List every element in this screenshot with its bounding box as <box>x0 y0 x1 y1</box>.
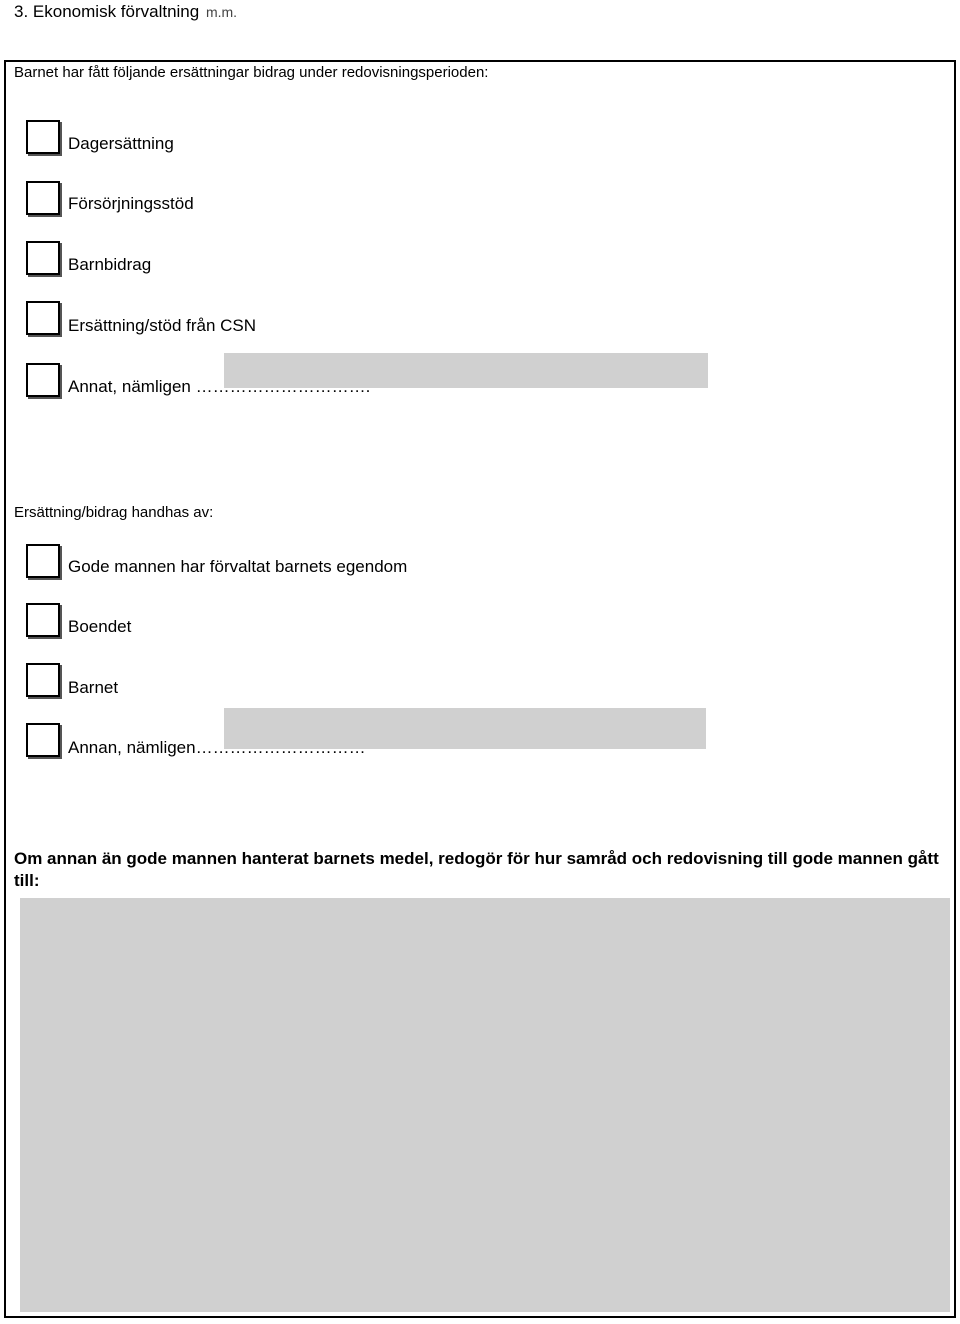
checkbox-label-forsorjningsstod: Försörjningsstöd <box>68 194 194 213</box>
checkbox-label-gode-mannen: Gode mannen har förvaltat barnets egendom <box>68 557 408 576</box>
checkbox-label-annan <box>68 738 366 758</box>
checkbox-forsorjningsstod[interactable] <box>26 181 60 215</box>
checkbox-dagersattning[interactable] <box>26 120 60 154</box>
annan-dots: ………………………… <box>195 738 366 757</box>
checkbox-label-barnbidrag: Barnbidrag <box>68 255 152 274</box>
section-heading <box>14 2 237 22</box>
handled-by-intro: Ersättning/bidrag handhas av: <box>14 504 214 521</box>
section-number: 3. <box>14 2 29 21</box>
checkbox-label-csn: Ersättning/stöd från CSN <box>68 316 257 335</box>
checkbox-label-annat <box>68 377 370 397</box>
checkbox-label-dagersattning: Dagersättning <box>68 134 174 153</box>
consultation-question: Om annan än gode mannen hanterat barnets medel, redogör för hur samråd och redovisning till gode mannen gått till: <box>14 849 939 890</box>
checkbox-csn[interactable] <box>26 301 60 335</box>
checkbox-annat[interactable] <box>26 363 60 397</box>
annat-dots: …………………………. <box>195 377 371 396</box>
section-suffix: m.m. <box>205 4 238 20</box>
section-title: Ekonomisk förvaltning <box>32 2 200 21</box>
benefits-intro: Barnet har fått följande ersättningar bidrag under redovisningsperioden: <box>14 64 489 81</box>
checkbox-label-barnet: Barnet <box>68 678 119 697</box>
checkbox-label-boendet: Boendet <box>68 617 132 636</box>
annan-label-text: Annan, nämligen <box>68 738 196 757</box>
consultation-answer-field[interactable] <box>20 898 950 1312</box>
checkbox-gode-mannen[interactable] <box>26 544 60 578</box>
checkbox-annan[interactable] <box>26 723 60 757</box>
checkbox-barnbidrag[interactable] <box>26 241 60 275</box>
checkbox-boendet[interactable] <box>26 603 60 637</box>
checkbox-barnet[interactable] <box>26 663 60 697</box>
annat-label-text: Annat, nämligen <box>68 377 191 396</box>
